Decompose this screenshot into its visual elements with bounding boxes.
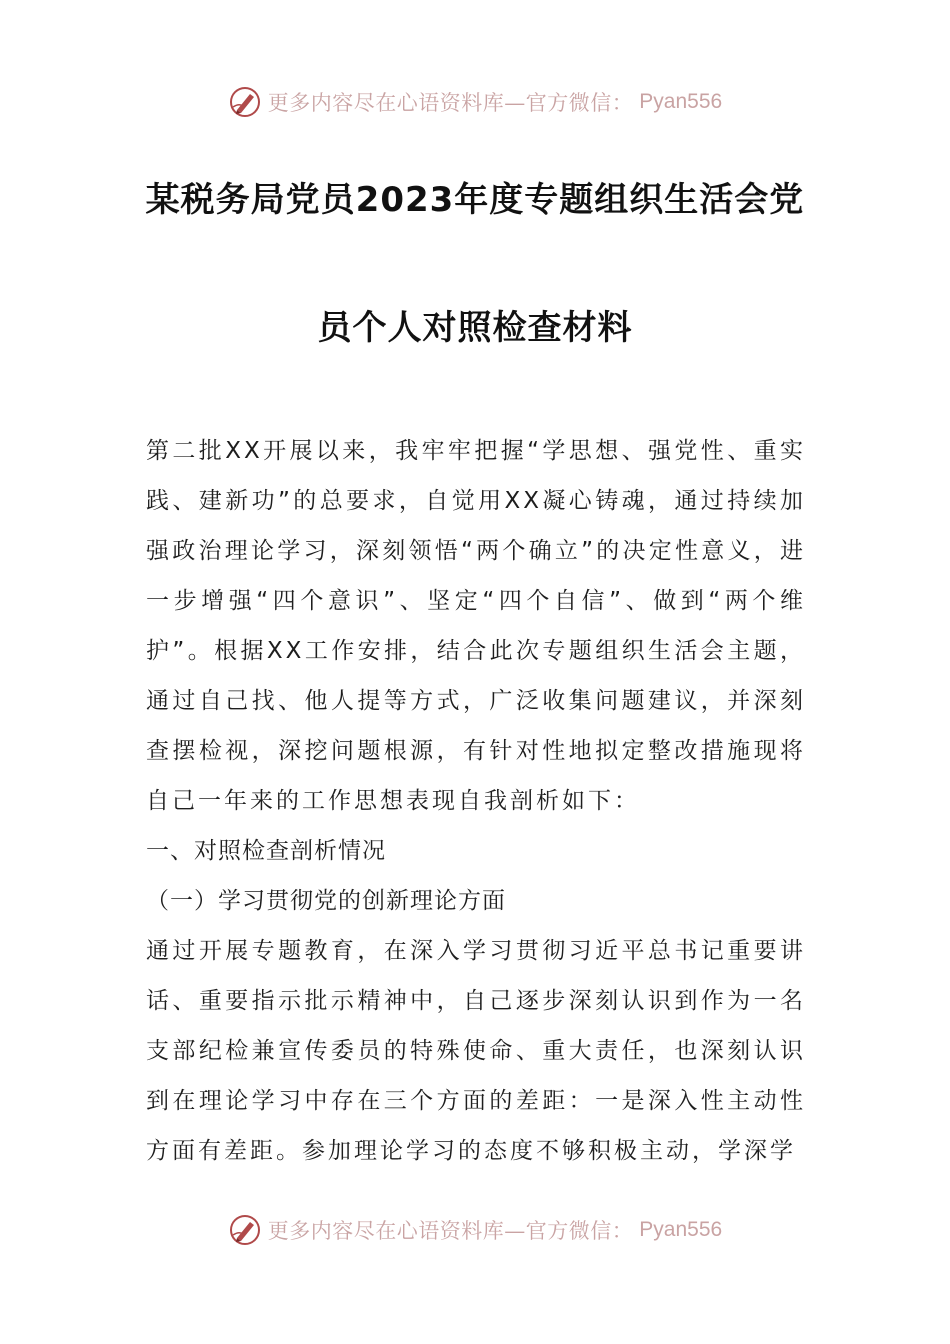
- pen-logo-icon: [228, 1213, 262, 1247]
- section-heading: 一、对照检查剖析情况: [146, 838, 386, 864]
- watermark-text: 更多内容尽在心语资料库—官方微信：: [267, 91, 634, 115]
- intro-paragraph: 第二批XX开展以来，我牢牢把握“学思想、强党性、重实践、建新功”的总要求，自觉用XX凝心铸魂，通过持续加强政治理论学习，深刻领悟“两个确立”的决定性意义，进一步增强“四个意识”、坚定“四个自信”、做到“两个维护”。根据XX工作安排，结合此次专题组织生活会主题，通过自己找、他人提等方式，广泛收集问题建议，并深刻查摆检视，深挖问题根源，有针对性地拟定整改措施现将自己一年来的工作思想表现自我剖析如下：: [146, 438, 806, 814]
- watermark-wechat-id: Pyan556: [639, 1218, 723, 1241]
- document-title-line-1: 某税务局党员2023年度专题组织生活会党: [145, 180, 805, 220]
- footer-watermark: [0, 1210, 950, 1250]
- subsection-heading: （一）学习贯彻党的创新理论方面: [146, 888, 506, 914]
- watermark-text: 更多内容尽在心语资料库—官方微信：: [267, 1219, 634, 1243]
- subsection-paragraph: 通过开展专题教育，在深入学习贯彻习近平总书记重要讲话、重要指示批示精神中，自己逐步深刻认识到作为一名支部纪检兼宣传委员的特殊使命、重大责任，也深刻认识到在理论学习中存在三个方面的差距：一是深入性主动性方面有差距。参加理论学习的态度不够积极主动，学深学: [146, 938, 806, 1164]
- pen-logo-icon: [228, 85, 262, 119]
- document-body: [146, 426, 806, 1176]
- header-watermark: [0, 82, 950, 122]
- watermark-wechat-id: Pyan556: [639, 90, 723, 113]
- document-title-line-2: 员个人对照检查材料: [317, 308, 633, 348]
